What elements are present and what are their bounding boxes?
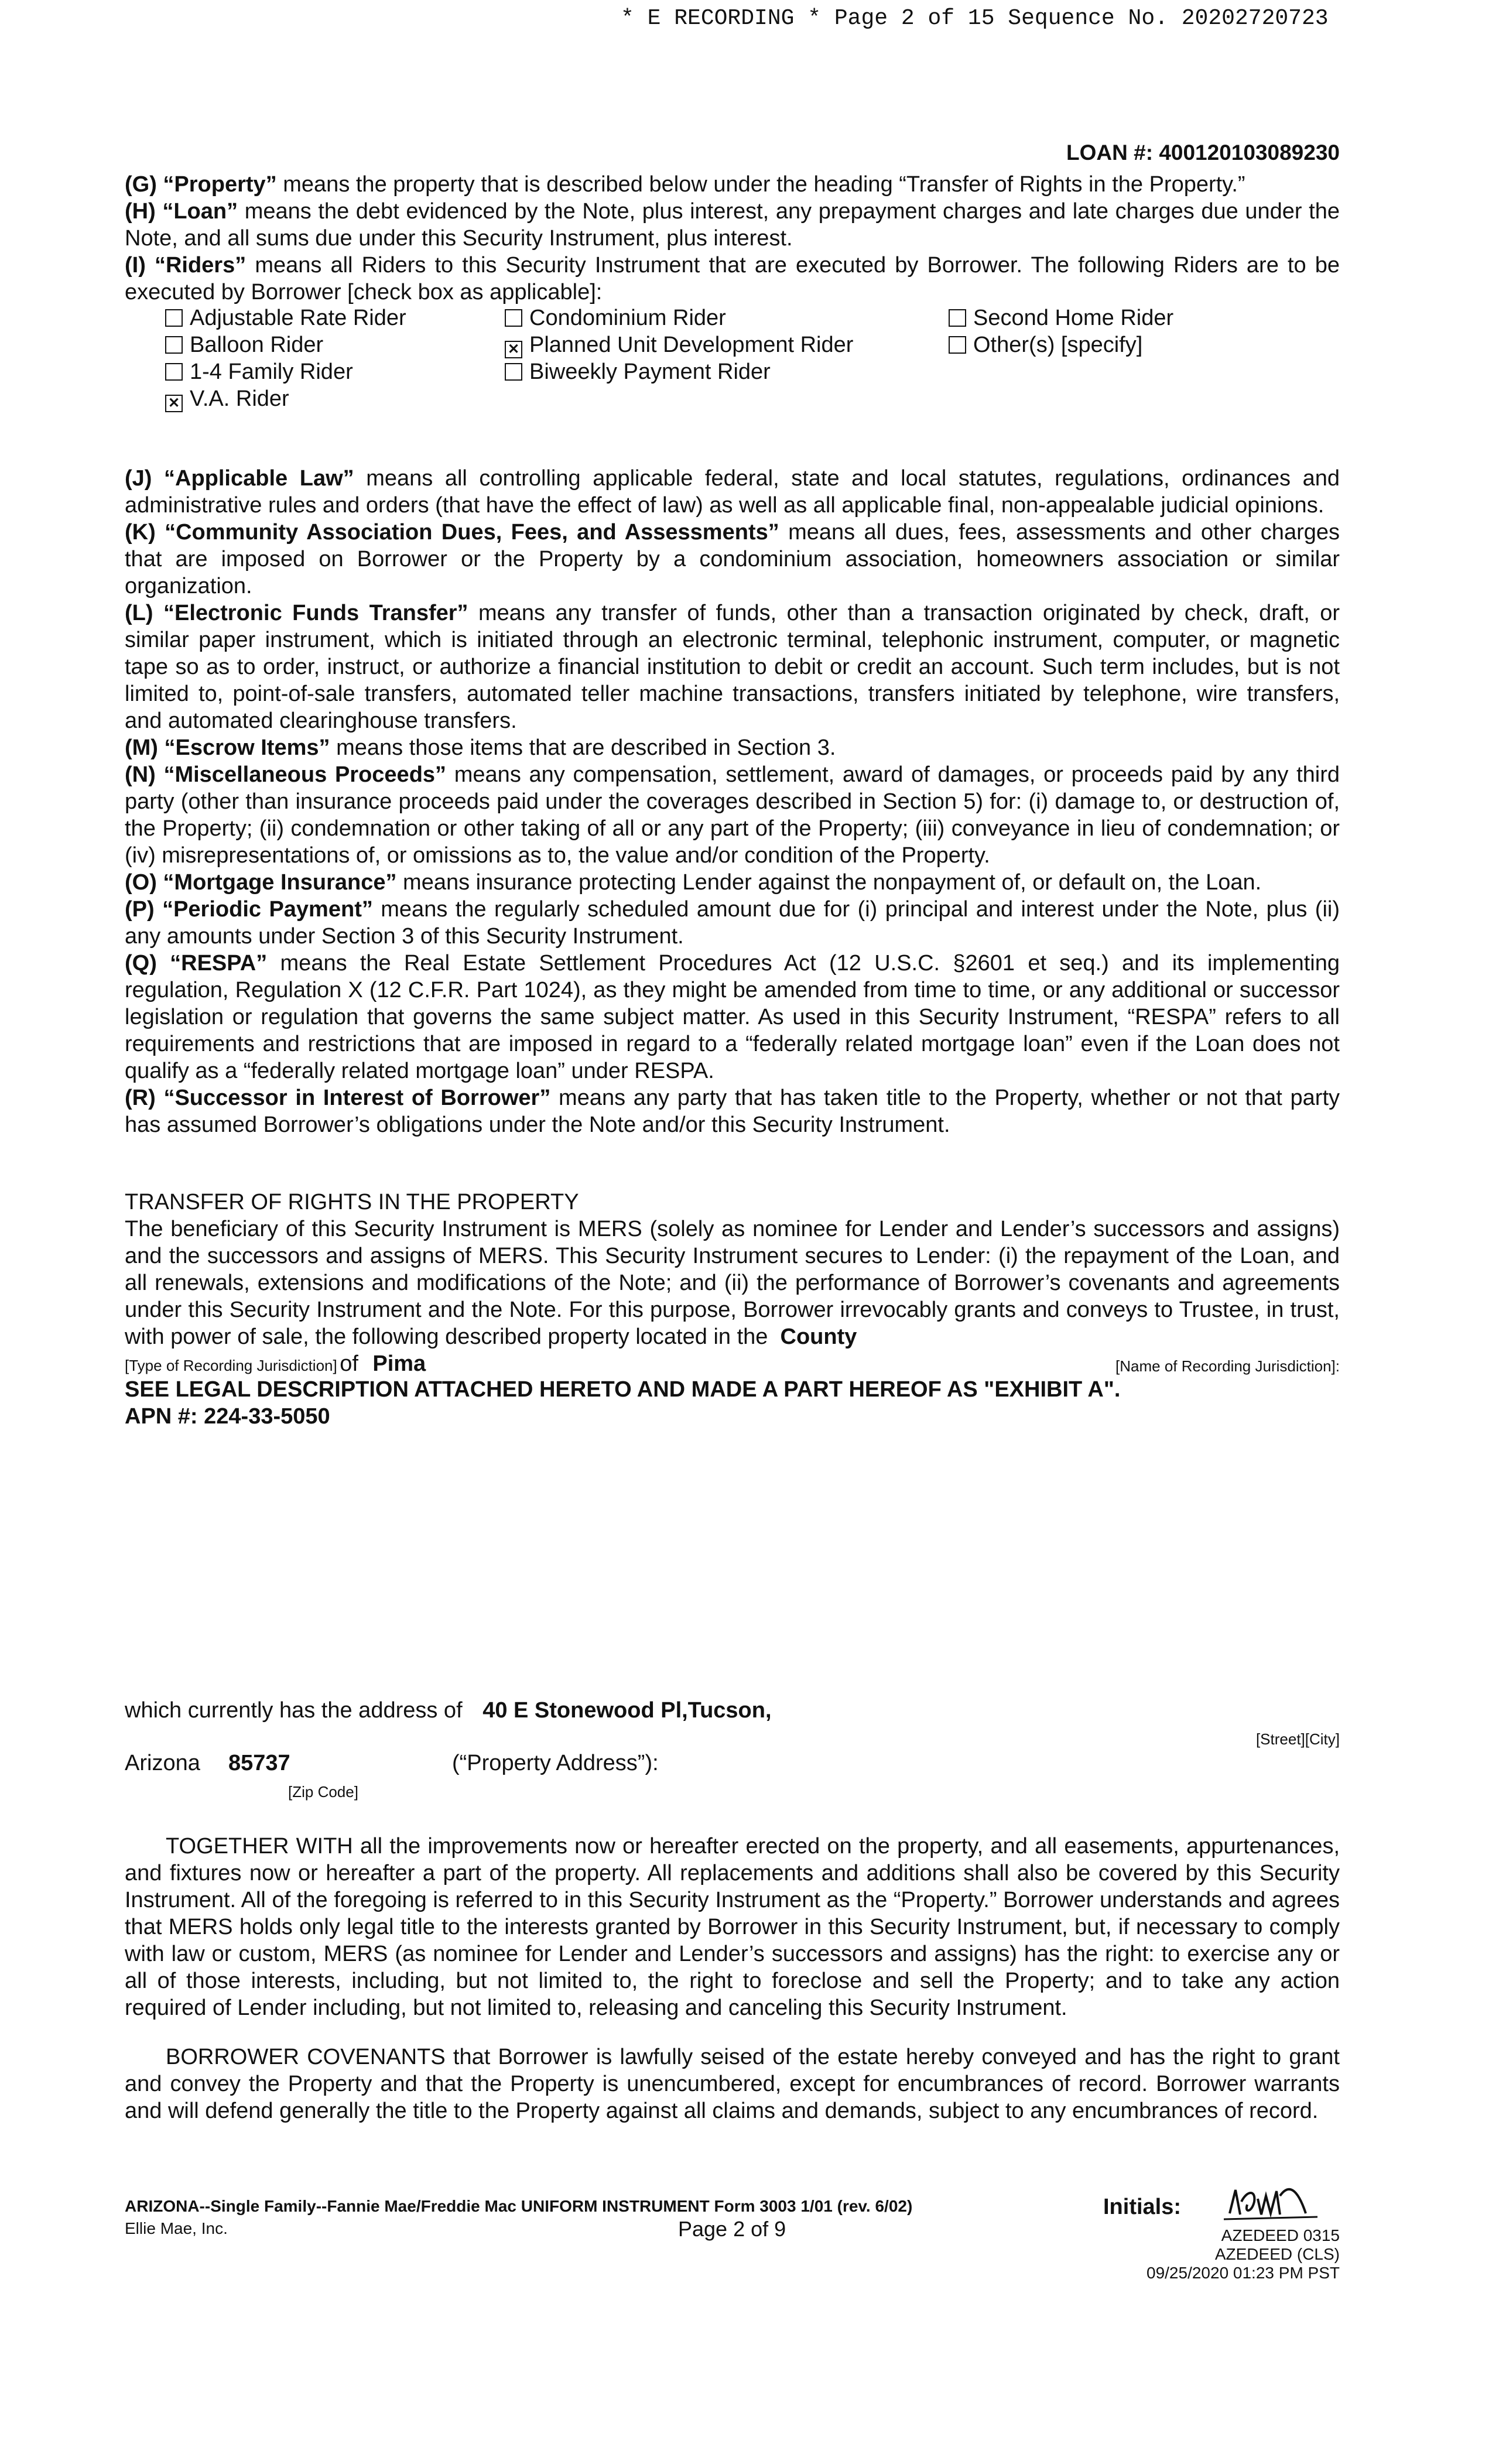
county-value: County [780,1325,857,1349]
rider-planned-unit[interactable] [505,331,853,358]
definition-label: (R) “Successor in Interest of Borrower” [125,1086,551,1110]
definition-label: (Q) “RESPA” [125,951,268,976]
checkbox[interactable] [949,336,966,354]
definition-text: means the Real Estate Settlement Procedures Act (12 U.S.C. §2601 et seq.) and its implementing regulation, Regulation X (12 C.F.R. Part 1024), as they might be amended from time to time, or any additional or successor legislation or regulation that governs the same subject matter. As used in this Security Instrument, “RESPA” refers to all requirements and restrictions that are imposed in regard to a “federally related mortgage loan” even if the Loan does not qualify as a “federally related mortgage loan” under RESPA. [125,951,1340,1083]
definition-k [125,519,1340,600]
rider-label: 1-4 Family Rider [190,360,353,384]
rider-label: Second Home Rider [973,306,1174,330]
rider-label: Balloon Rider [190,333,324,357]
definition-text: means all Riders to this Security Instrument that are executed by Borrower. The following Riders are to be executed by Borrower [check box as applicable]: [125,253,1340,304]
rider-second-home[interactable] [949,304,1173,331]
definition-label: (N) “Miscellaneous Proceeds” [125,762,447,787]
print-timestamp: 09/25/2020 01:23 PM PST [1147,2264,1340,2282]
rider-biweekly[interactable] [505,358,771,385]
definition-label: (I) “Riders” [125,253,247,278]
rider-label: Adjustable Rate Rider [190,306,406,330]
rider-label: Planned Unit Development Rider [529,333,854,357]
definition-l [125,600,1340,734]
definition-label: (K) “Community Association Dues, Fees, and Assessments” [125,520,779,545]
definition-label: (O) “Mortgage Insurance” [125,870,397,895]
checkbox[interactable] [165,336,183,354]
checkbox[interactable] [165,363,183,381]
vendor-name: Ellie Mae, Inc. [125,2219,228,2237]
form-identifier: ARIZONA--Single Family--Fannie Mae/Freddie Mac UNIFORM INSTRUMENT Form 3003 1/01 (rev. 6/02) [125,2197,913,2215]
definition-o [125,869,1340,896]
recording-header: * E RECORDING * Page 2 of 15 Sequence No. 20202720723 [621,6,1329,31]
definition-label: (H) “Loan” [125,199,238,224]
definition-text: means all dues, fees, assessments and other charges that are imposed on Borrower or the Property by a condominium association, homeowners association or similar organization. [125,520,1340,598]
definition-p [125,896,1340,950]
definition-r [125,1084,1340,1138]
address-line [125,1698,772,1723]
definition-text: means the property that is described below under the heading “Transfer of Rights in the Property.” [276,172,1245,197]
definition-text: means any compensation, settlement, award of damages, or proceeds paid by any third party (other than insurance proceeds paid under the coverages described in Section 5) for: (i) damage to, or destruction of, the Property; (ii) condemnation or other taking of all or any part of the Property; (iii) conveyance in lieu of condemnation; or (iv) misrepresentations of, or omissions as to, the value and/or condition of the Property. [125,762,1340,868]
zip-code: 85737 [228,1751,290,1775]
initials-signature-icon [1224,2178,1317,2231]
transfer-text: The beneficiary of this Security Instrument is MERS (solely as nominee for Lender and Lender’s successors and assigns) and the successors and assigns of MERS. This Security Instrument secures to Lender: (i) the repayment of the Loan, and all renewals, extensions and modifications of the Note; and (ii) the performance of Borrower’s covenants and agreements under this Security Instrument and the Note. For this purpose, Borrower irrevocably grants and conveys to Trustee, in trust, with power of sale, the following described property located in the [125,1217,1340,1349]
definition-j [125,465,1340,519]
definition-label: (J) “Applicable Law” [125,466,354,491]
checkbox[interactable]: ✕ [165,395,183,412]
transfer-section [125,1189,1340,1350]
definition-label: (G) “Property” [125,172,277,197]
of-text: of [340,1351,358,1376]
transfer-body [125,1216,1340,1350]
checkbox[interactable] [949,309,966,327]
definition-label: (M) “Escrow Items” [125,735,330,760]
address-intro: which currently has the address of [125,1698,463,1723]
checkbox[interactable] [505,363,522,381]
definition-text: means those items that are described in Section 3. [330,735,836,760]
definition-h [125,198,1340,252]
definition-label: (L) “Electronic Funds Transfer” [125,601,468,625]
covenants-paragraph: BORROWER COVENANTS that Borrower is lawfully seised of the estate hereby conveyed and has the right to grant and convey the Property and that the Property is unencumbered, except for encumbrances of record. Borrower warrants and will defend generally the title to the Property against all claims and demands, subject to any encumbrances of record. [125,2045,1340,2123]
initials-label: Initials: [1103,2195,1182,2219]
definition-g [125,171,1340,198]
definition-text: means the regularly scheduled amount due for (i) principal and interest under the Note, plus (ii) any amounts under Section 3 of this Security Instrument. [125,897,1340,949]
rider-label: Biweekly Payment Rider [529,360,771,384]
checkbox[interactable] [505,309,522,327]
rider-label: V.A. Rider [190,386,289,411]
jurisdiction-name: Pima [372,1351,426,1376]
form-code-2: AZEDEED (CLS) [1214,2245,1340,2263]
name-of-jurisdiction-label: [Name of Recording Jurisdiction]: [1115,1357,1340,1375]
rider-other[interactable] [949,331,1142,358]
definition-text: means any party that has taken title to the Property, whether or not that party has assumed Borrower’s obligations under the Note and/or this Security Instrument. [125,1086,1340,1137]
property-address-label: (“Property Address”): [452,1751,659,1775]
rider-condominium[interactable] [505,304,726,331]
definition-q [125,950,1340,1084]
rider-1-4-family[interactable] [165,358,353,385]
rider-balloon[interactable] [165,331,323,358]
form-code-1: AZEDEED 0315 [1221,2226,1340,2244]
transfer-heading: TRANSFER OF RIGHTS IN THE PROPERTY [125,1190,579,1214]
rider-adjustable-rate[interactable] [165,304,406,331]
apn-number: APN #: 224-33-5050 [125,1404,330,1429]
street-city-label: [Street][City] [1255,1730,1340,1748]
definition-text: means the debt evidenced by the Note, plus interest, any prepayment charges and late charges due under the Note, and all sums due under this Security Instrument, plus interest. [125,199,1340,251]
legal-description: SEE LEGAL DESCRIPTION ATTACHED HERETO AND MADE A PART HEREOF AS "EXHIBIT A". [125,1377,1121,1402]
definition-n [125,761,1340,869]
rider-label: Other(s) [specify] [973,333,1143,357]
checkbox[interactable] [165,309,183,327]
jurisdiction-line [125,1351,426,1377]
definition-text: means insurance protecting Lender against the nonpayment of, or default on, the Loan. [396,870,1262,895]
page-number: Page 2 of 9 [678,2217,786,2241]
checkbox[interactable]: ✕ [505,341,522,358]
definition-text: means any transfer of funds, other than a transaction originated by check, draft, or similar paper instrument, which is initiated through an electronic terminal, telephonic instrument, computer, or magnetic tape so as to order, instruct, or authorize a financial institution to debit or credit an account. Such term includes, but is not limited to, point-of-sale transfers, automated teller machine transactions, transfers initiated by telephone, wire transfers, and automated clearinghouse transfers. [125,601,1340,733]
definition-label: (P) “Periodic Payment” [125,897,373,922]
rider-label: Condominium Rider [529,306,726,330]
definition-text: means all controlling applicable federal, state and local statutes, regulations, ordinances and administrative rules and orders (that have the effect of law) as well as all applicable final, non-appealable judicial opinions. [125,466,1340,518]
type-of-jurisdiction-label: [Type of Recording Jurisdiction] [125,1357,337,1374]
definition-m [125,734,1340,761]
rider-va[interactable] [165,385,289,412]
state: Arizona [125,1751,200,1775]
together-paragraph: TOGETHER WITH all the improvements now or hereafter erected on the property, and all easements, appurtenances, and fixtures now or hereafter a part of the property. All replacements and additions shall also be covered by this Security Instrument. All of the foregoing is referred to in this Security Instrument as the “Property.” Borrower understands and agrees that MERS holds only legal title to the interests granted by Borrower in this Security Instrument, but, if necessary to comply with law or custom, MERS (as nominee for Lender and Lender’s successors and assigns) has the right: to exercise any or all of those interests, including, but not limited to, the right to foreclose and sell the Property; and to take any action required of Lender including, but not limited to, releasing and canceling this Security Instrument. [125,1834,1340,2020]
definitions-main [125,465,1340,1138]
definitions-top [125,171,1340,306]
zip-code-label: [Zip Code] [288,1783,358,1801]
loan-number: LOAN #: 400120103089230 [1066,141,1340,165]
definition-i [125,252,1340,306]
street-city: 40 E Stonewood Pl,Tucson, [482,1698,772,1723]
